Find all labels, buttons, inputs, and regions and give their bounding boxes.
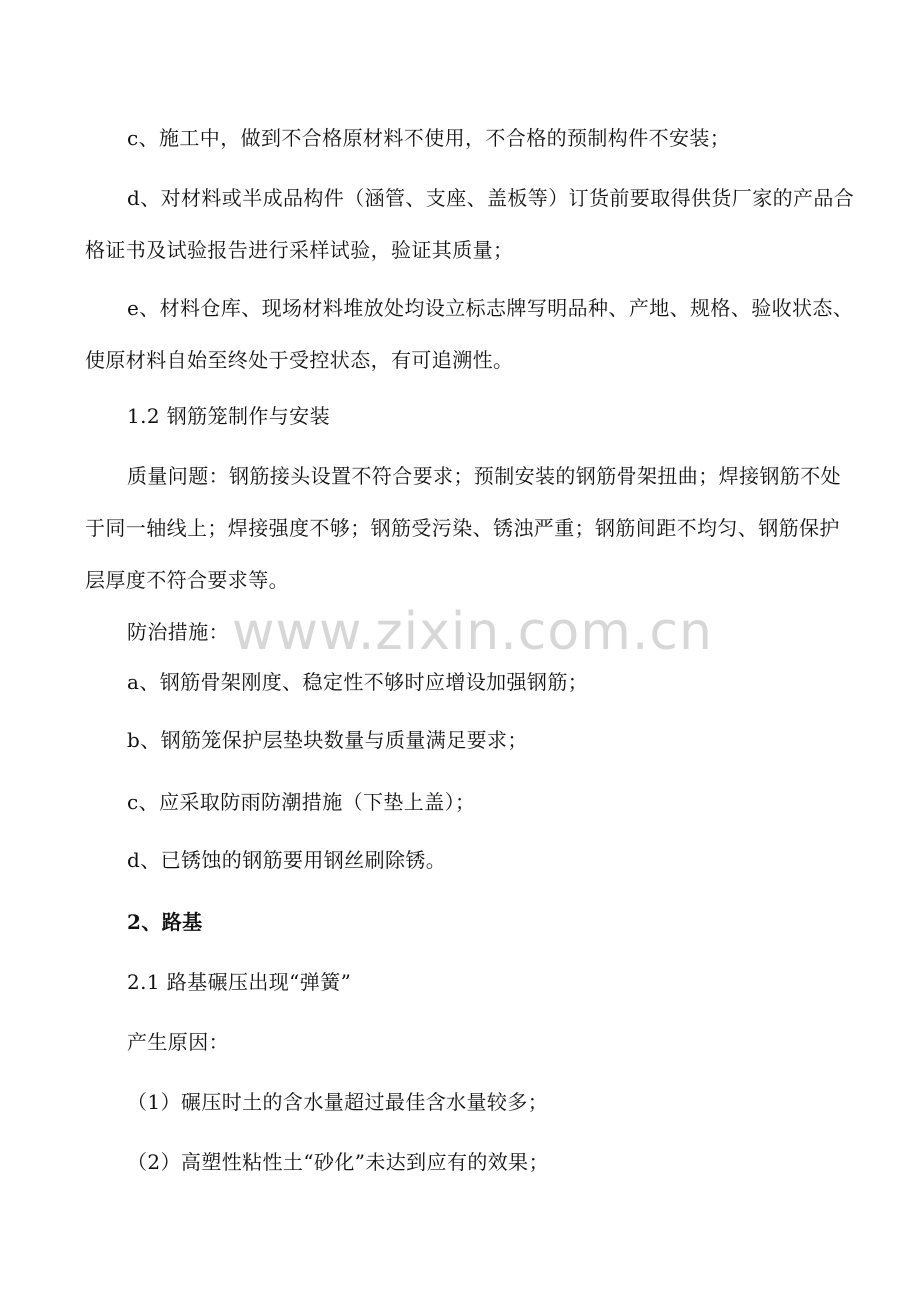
paragraph-d-ordering: d、对材料或半成品构件（涵管、支座、盖板等）订货前要取得供货厂家的产品合格证书及试验报告进行采样试验，验证其质量； [85, 186, 855, 262]
paragraph-c-materials: c、施工中，做到不合格原材料不使用，不合格的预制构件不安装； [127, 126, 731, 150]
paragraph-prevention-b: b、钢筋笼保护层垫块数量与质量满足要求； [127, 728, 528, 752]
section-heading-1-2: 1.2 钢筋笼制作与安装 [127, 404, 330, 428]
watermark-text: www.zixin.com.cn [232, 602, 713, 662]
paragraph-prevention-label: 防治措施： [127, 620, 229, 644]
paragraph-cause-2: （2）高塑性粘性土“砂化”未达到应有的效果； [127, 1150, 549, 1174]
paragraph-prevention-a: a、钢筋骨架刚度、稳定性不够时应增设加强钢筋； [127, 670, 589, 694]
paragraph-prevention-c: c、应采取防雨防潮措施（下垫上盖）； [127, 790, 476, 814]
paragraph-quality-issues: 质量问题：钢筋接头设置不符合要求；预制安装的钢筋骨架扭曲；焊接钢筋不处于同一轴线上；焊接强度不够；钢筋受污染、锈浊严重；钢筋间距不均匀、钢筋保护层厚度不符合要求等。 [85, 464, 841, 592]
paragraph-prevention-d: d、已锈蚀的钢筋要用钢丝刷除锈。 [127, 848, 447, 872]
paragraph-cause-1: （1）碾压时土的含水量超过最佳含水量较多； [127, 1090, 549, 1114]
section-heading-2-1: 2.1 路基碾压出现“弹簧” [127, 970, 352, 994]
paragraph-causes-label: 产生原因： [127, 1030, 229, 1054]
paragraph-e-warehouse: e、材料仓库、现场材料堆放处均设立标志牌写明品种、产地、规格、验收状态、使原材料自始至终处于受控状态，有可追溯性。 [85, 296, 854, 372]
section-heading-2: 2、路基 [127, 910, 203, 934]
